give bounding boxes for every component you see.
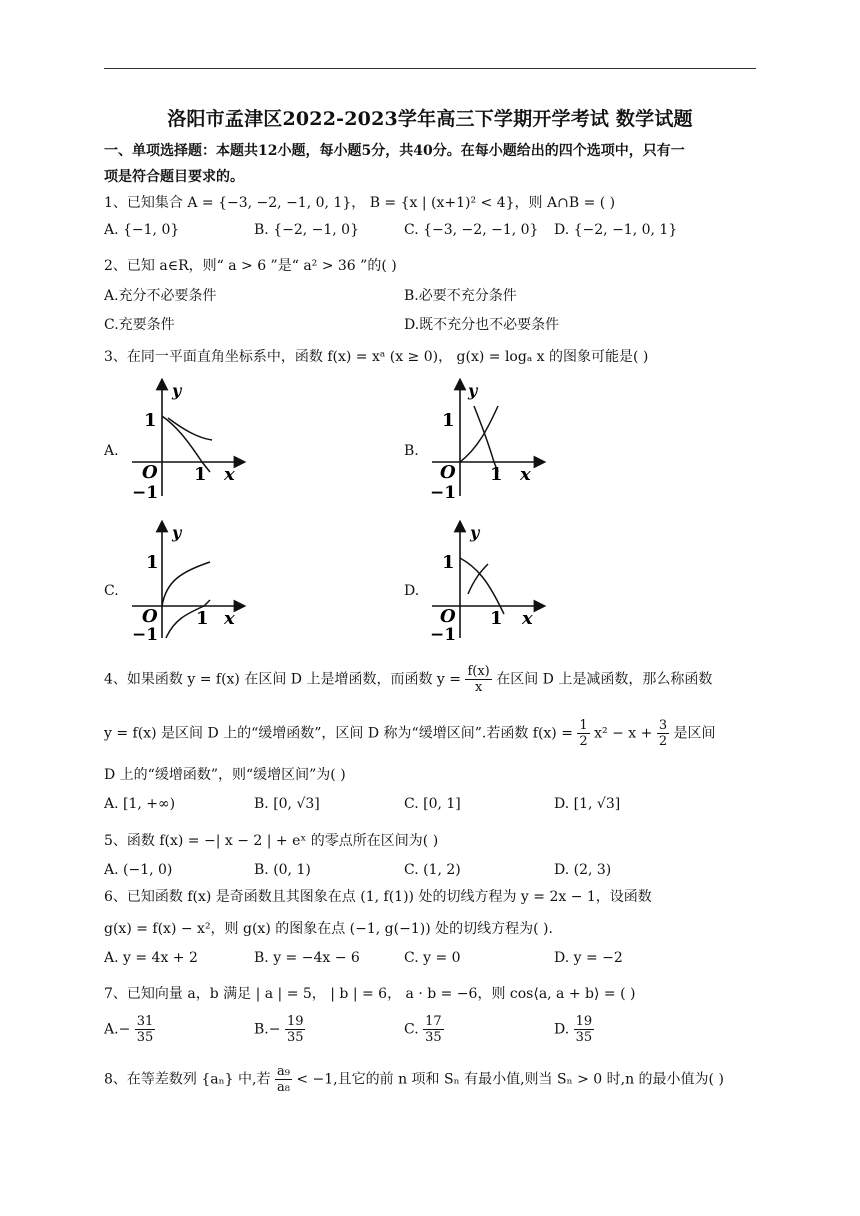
q5-option-b: B. (0, 1) <box>254 862 311 878</box>
q6-option-b: B. y = −4x − 6 <box>254 950 360 966</box>
q5-option-d: D. (2, 3) <box>554 862 612 878</box>
option-fraction <box>135 1014 156 1045</box>
frac-den: 35 <box>136 1030 154 1045</box>
q8-fraction <box>275 1064 292 1095</box>
axis-y-label: y <box>470 523 480 542</box>
q2-option-c: C.充要条件 <box>104 317 175 333</box>
q3-graph-d <box>428 520 548 642</box>
q8-part2: < −1,且它的前 n 项和 Sₙ 有最小值,则当 Sₙ > 0 时,n 的最小值为( ) <box>296 1071 724 1088</box>
q4-line1 <box>104 664 712 695</box>
q5-option-a: A. (−1, 0) <box>104 862 173 878</box>
q7-option-c <box>404 1014 444 1045</box>
section-heading-line1: 一、单项选择题：本题共12小题，每小题5分，共40分。在每小题给出的四个选项中，只有一 <box>104 143 685 159</box>
q5-stem: 5、函数 f(x) = −| x − 2 | + eˣ 的零点所在区间为( ) <box>104 833 439 849</box>
q3-graph-b <box>428 378 548 500</box>
q6-option-d: D. y = −2 <box>554 950 623 966</box>
frac-den: 2 <box>658 734 668 749</box>
axis-y-label: y <box>468 381 478 400</box>
axis-one-x: 1 <box>196 608 209 629</box>
frac-num: 3 <box>658 718 668 733</box>
q6-line2: g(x) = f(x) − x²，则 g(x) 的图象在点 (−1, g(−1)) 处的切线方程为( ). <box>104 921 553 937</box>
frac-num: 17 <box>425 1014 442 1029</box>
q1-option-a: A. {−1, 0} <box>104 222 180 238</box>
axis-origin: O <box>142 462 158 483</box>
axis-x-label: x <box>224 464 235 485</box>
q3-label-c: C. <box>104 583 119 599</box>
axis-y-label: y <box>172 381 182 400</box>
q6-option-a: A. y = 4x + 2 <box>104 950 198 966</box>
q8-stem <box>104 1064 724 1095</box>
frac-num: a₉ <box>276 1064 290 1079</box>
axis-neg-one: −1 <box>132 483 159 500</box>
q2-option-b: B.必要不充分条件 <box>404 288 517 304</box>
frac-num: f(x) <box>467 664 490 679</box>
frac-den: 35 <box>575 1030 593 1045</box>
axis-y-label: y <box>172 523 182 542</box>
q4-option-c: C. [0, 1] <box>404 796 461 812</box>
q1-option-b: B. {−2, −1, 0} <box>254 222 359 238</box>
q4-line1-part1: 4、如果函数 y = f(x) 在区间 D 上是增函数，而函数 y = <box>104 671 462 688</box>
page-title: 洛阳市孟津区2022-2023学年高三下学期开学考试 数学试题 <box>167 108 693 130</box>
axis-neg-one: −1 <box>430 625 457 642</box>
option-label: A. <box>104 1021 119 1038</box>
q4-line2-part1: y = f(x) 是区间 D 上的“缓增函数”，区间 D 称为“缓增区间”.若函数 f(x) = <box>104 725 573 742</box>
section-heading-line2: 项是符合题目要求的。 <box>104 169 244 185</box>
frac-den: a₈ <box>276 1080 290 1095</box>
axis-one-y: 1 <box>442 410 455 431</box>
frac-num: 19 <box>286 1014 304 1029</box>
header-rule <box>104 68 756 69</box>
q2-option-d: D.既不充分也不必要条件 <box>404 317 560 333</box>
q1-stem: 1、已知集合 A = {−3, −2, −1, 0, 1}， B = {x | (x+1)² < 4}，则 A∩B = ( ) <box>104 195 616 211</box>
q2-stem: 2、已知 a∈R，则“ a > 6 ”是“ a² > 36 ”的( ) <box>104 258 397 274</box>
axis-origin: O <box>142 606 158 627</box>
option-sign: − <box>118 1021 131 1038</box>
axis-origin: O <box>440 462 456 483</box>
axis-neg-one: −1 <box>430 483 457 500</box>
q7-option-b <box>254 1014 305 1045</box>
q4-fraction-half <box>577 718 589 749</box>
q4-line2 <box>104 718 716 749</box>
q4-line2-part2: x² − x + <box>594 725 653 742</box>
option-label: C. <box>404 1021 419 1038</box>
q1-option-c: C. {−3, −2, −1, 0} <box>404 222 539 238</box>
q3-stem: 3、在同一平面直角坐标系中，函数 f(x) = xᵃ (x ≥ 0)， g(x) = logₐ x 的图象可能是( ) <box>104 349 649 365</box>
q6-option-c: C. y = 0 <box>404 950 461 966</box>
q4-fraction-fx-over-x <box>465 664 491 695</box>
axis-one-y: 1 <box>442 552 455 573</box>
q4-option-a: A. [1, +∞) <box>104 796 176 812</box>
q4-line3: D 上的“缓增函数”，则“缓增区间”为( ) <box>104 767 346 783</box>
q4-option-b: B. [0, √3] <box>254 796 320 812</box>
frac-den: 2 <box>579 734 588 749</box>
q6-line1: 6、已知函数 f(x) 是奇函数且其图象在点 (1, f(1)) 处的切线方程为 y = 2x − 1，设函数 <box>104 889 652 905</box>
q4-option-d: D. [1, √3] <box>554 796 621 812</box>
q3-graph-c <box>128 520 248 642</box>
axis-x-label: x <box>224 608 235 629</box>
frac-num: 31 <box>136 1014 154 1029</box>
q4-line1-part2: 在区间 D 上是减函数，那么称函数 <box>496 671 713 688</box>
frac-den: x <box>474 680 483 695</box>
q7-option-a <box>104 1014 155 1045</box>
q5-option-c: C. (1, 2) <box>404 862 461 878</box>
q3-graph-a <box>128 378 248 500</box>
axis-one-x: 1 <box>194 464 207 485</box>
q3-label-d: D. <box>404 583 420 599</box>
axis-one-y: 1 <box>144 410 157 431</box>
axis-one-x: 1 <box>490 608 503 629</box>
axis-one-y: 1 <box>146 552 159 573</box>
axis-one-x: 1 <box>490 464 503 485</box>
option-label: B. <box>254 1021 269 1038</box>
option-fraction <box>574 1014 595 1045</box>
option-fraction <box>423 1014 444 1045</box>
frac-den: 35 <box>425 1030 442 1045</box>
q7-option-d <box>554 1014 594 1045</box>
frac-num: 19 <box>575 1014 593 1029</box>
axis-x-label: x <box>520 464 531 485</box>
q4-fraction-three-halves <box>657 718 669 749</box>
q1-option-d: D. {−2, −1, 0, 1} <box>554 222 678 238</box>
q2-option-a: A.充分不必要条件 <box>104 288 217 304</box>
q3-label-a: A. <box>104 443 119 459</box>
q3-label-b: B. <box>404 443 419 459</box>
q4-line2-part3: 是区间 <box>673 725 716 742</box>
axis-neg-one: −1 <box>132 625 159 642</box>
axis-x-label: x <box>522 608 533 629</box>
q8-part1: 8、在等差数列 {aₙ} 中,若 <box>104 1071 271 1088</box>
axis-origin: O <box>440 606 456 627</box>
frac-num: 1 <box>579 718 588 733</box>
option-sign: − <box>268 1021 281 1038</box>
frac-den: 35 <box>286 1030 304 1045</box>
q7-stem: 7、已知向量 a，b 满足 | a | = 5， | b | = 6， a · b = −6，则 cos⟨a, a + b⟩ = ( ) <box>104 986 636 1002</box>
option-label: D. <box>554 1021 570 1038</box>
option-fraction <box>285 1014 306 1045</box>
